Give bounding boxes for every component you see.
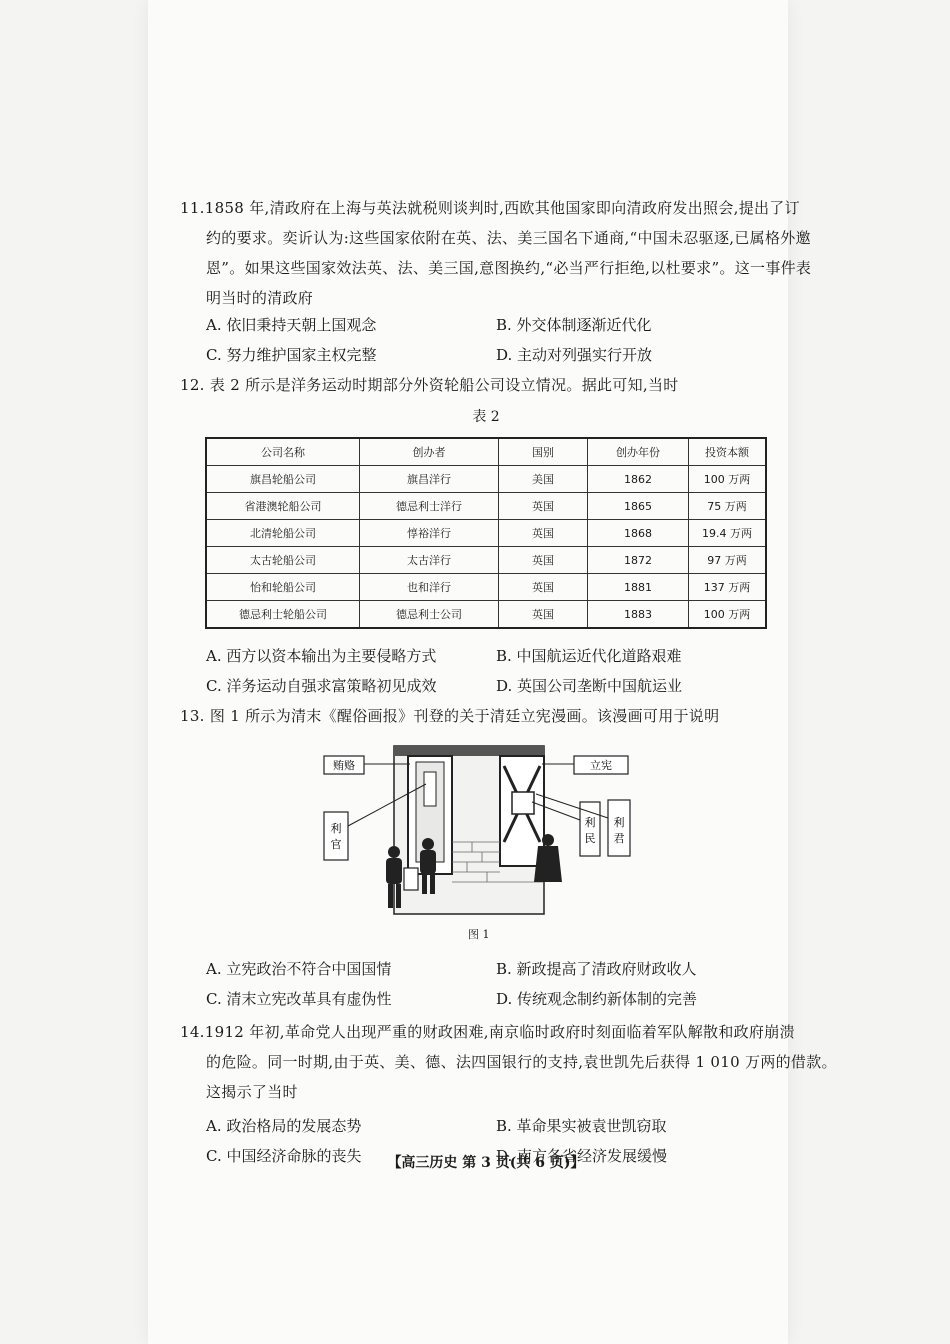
label-constitution: 立宪 [590,759,612,772]
option-c[interactable]: C. 努力维护国家主权完整 [206,346,377,364]
stem-line: 恩”。如果这些国家效法英、法、美三国,意图换约,“必当严行拒绝,以杜要求”。这一事件表 [206,259,812,277]
option-b[interactable]: B. 革命果实被袁世凯窃取 [496,1117,667,1135]
option-a[interactable]: A. 依旧秉持天朝上国观念 [206,316,377,334]
option-b[interactable]: B. 中国航运近代化道路艰难 [496,647,682,665]
cell-country: 英国 [499,601,588,629]
table-row [206,601,766,629]
cell-company: 北清轮船公司 [206,520,360,547]
option-b[interactable]: B. 外交体制逐渐近代化 [496,316,652,334]
table-row [206,574,766,601]
cell-founder: 德忌利士洋行 [360,493,499,520]
header-country: 国别 [499,438,588,466]
option-d[interactable]: D. 传统观念制约新体制的完善 [496,990,698,1008]
label-char: 官 [330,838,342,851]
question-11 [180,193,812,313]
option-d[interactable]: D. 英国公司垄断中国航运业 [496,677,683,695]
cell-year: 1868 [588,520,689,547]
header-capital: 投资本额 [689,438,767,466]
question-12-stem: 12. 表 2 所示是洋务运动时期部分外资轮船公司设立情况。据此可知,当时 [180,376,679,394]
cell-capital: 97 万两 [689,547,767,574]
question-13-options [206,954,786,1014]
table-title: 表 2 [472,409,500,425]
cell-capital: 100 万两 [689,601,767,629]
constitution-cartoon [322,742,640,927]
cell-capital: 100 万两 [689,466,767,493]
question-11-stem [180,193,812,313]
option-a[interactable]: A. 西方以资本输出为主要侵略方式 [206,647,437,665]
stem-line: 11.1858 年,清政府在上海与英法就税则谈判时,西欧其他国家即向清政府发出照会,提出了订 [180,199,800,217]
question-14 [180,1017,837,1107]
cell-company: 省港澳轮船公司 [206,493,360,520]
header-year: 创办年份 [588,438,689,466]
cell-company: 太古轮船公司 [206,547,360,574]
label-char: 利 [330,822,342,835]
label-char: 君 [613,832,625,845]
label-char: 民 [584,832,596,845]
question-12-options [206,641,786,701]
question-14-stem [180,1017,837,1107]
question-13-stem: 13. 图 1 所示为清末《醒俗画报》刊登的关于清廷立宪漫画。该漫画可用于说明 [180,707,720,725]
table-row [206,466,766,493]
header-company: 公司名称 [206,438,360,466]
option-d[interactable]: D. 南方各省经济发展缓慢 [496,1147,668,1165]
table-row [206,547,766,574]
cell-country: 英国 [499,574,588,601]
label-bribe: 贿赂 [333,759,355,772]
cell-capital: 75 万两 [689,493,767,520]
question-11-options [206,310,786,370]
option-b[interactable]: B. 新政提高了清政府财政收人 [496,960,697,978]
cell-capital: 19.4 万两 [689,520,767,547]
company-table [205,437,767,629]
stem-line: 的危险。同一时期,由于英、美、德、法四国银行的支持,袁世凯先后获得 1 010 万两的借款。 [206,1053,837,1071]
cell-founder: 旗昌洋行 [360,466,499,493]
cell-company: 德忌利士轮船公司 [206,601,360,629]
option-a[interactable]: A. 政治格局的发展态势 [206,1117,362,1135]
cell-year: 1883 [588,601,689,629]
table-row [206,520,766,547]
header-founder: 创办者 [360,438,499,466]
page-footer: 【高三历史 第 3 页(共 6 页)】 [387,1155,585,1171]
cell-company: 怡和轮船公司 [206,574,360,601]
cell-year: 1881 [588,574,689,601]
cell-company: 旗昌轮船公司 [206,466,360,493]
cell-founder: 太古洋行 [360,547,499,574]
cell-country: 英国 [499,520,588,547]
option-a[interactable]: A. 立宪政治不符合中国国情 [206,960,392,978]
stem-line: 明当时的清政府 [206,289,314,307]
figure-caption: 图 1 [468,928,490,941]
cell-country: 英国 [499,547,588,574]
stem-line: 约的要求。奕䜣认为:这些国家依附在英、法、美三国名下通商,“中国未忍驱逐,已属格外邀 [206,229,811,247]
cell-year: 1862 [588,466,689,493]
stem-line: 这揭示了当时 [206,1083,298,1101]
cell-founder: 惇裕洋行 [360,520,499,547]
cell-founder: 德忌利士公司 [360,601,499,629]
option-d[interactable]: D. 主动对列强实行开放 [496,346,653,364]
cell-year: 1865 [588,493,689,520]
cell-year: 1872 [588,547,689,574]
table-header-row [206,438,766,466]
stem-line: 14.1912 年初,革命党人出现严重的财政困难,南京临时政府时刻面临着军队解散和政府崩溃 [180,1023,795,1041]
label-char: 利 [584,816,596,829]
option-c[interactable]: C. 洋务运动自强求富策略初见成效 [206,677,437,695]
option-c[interactable]: C. 中国经济命脉的丧失 [206,1147,362,1165]
cell-country: 美国 [499,466,588,493]
cell-capital: 137 万两 [689,574,767,601]
question-12 [180,370,780,400]
table-row [206,493,766,520]
option-c[interactable]: C. 清末立宪改革具有虚伪性 [206,990,392,1008]
label-char: 利 [613,816,625,829]
question-13 [180,701,780,731]
cell-founder: 也和洋行 [360,574,499,601]
cell-country: 英国 [499,493,588,520]
